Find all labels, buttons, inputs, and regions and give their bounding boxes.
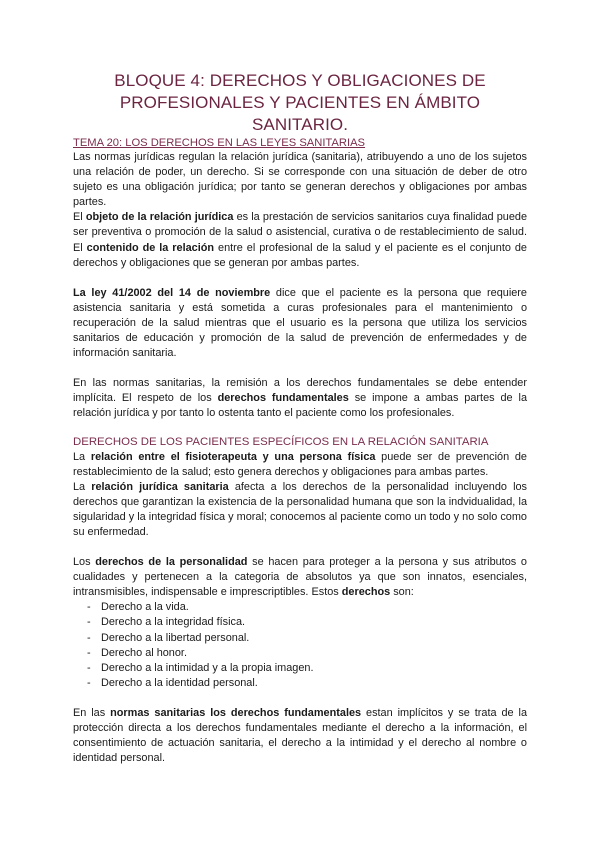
bold-derechos-fundamentales: derechos fundamentales <box>217 392 349 405</box>
bold-objeto: objeto de la relación jurídica <box>85 211 234 224</box>
title-line-2: PROFESIONALES Y PACIENTES EN ÁMBITO SANITARIO. <box>119 93 481 134</box>
paragraph-objeto-relacion: El objeto de la relación jurídica es la prestación de servicios sanitarios cuya finalidad puede ser preventiva o promoción de la salud o asistencial, curativa o de restablecimiento de salud. El contenido de la relación entre el profesional de la salud y el paciente es el conjunto de derechos y obligaciones que se generan por ambas partes. <box>73 211 528 269</box>
list-item: - Derecho a la integridad física. <box>87 615 527 630</box>
paragraph-derechos-personalidad: Los derechos de la personalidad se hacen para proteger a la persona y sus atributos o cualidades y pertenecen a la categoria de absolutos ya que son innatos, esenciales, intransmisibles, indispensable e imprescriptibles. Estos derechos son: <box>73 556 527 599</box>
tema-heading: TEMA 20: LOS DERECHOS EN LAS LEYES SANITARIAS <box>73 137 366 149</box>
paragraph-normas-juridicas: Las normas jurídicas regulan la relación jurídica (sanitaria), atribuyendo a uno de los sujetos una relación de poder, un derecho. Si se corresponde con una situación de deber de otro sujeto es una obligación jurídica; por tanto se generan derechos y obligaciones por ambas partes. <box>73 151 527 209</box>
list-item: - Derecho a la intimidad y a la propia imagen. <box>87 661 527 676</box>
page-title <box>73 70 527 136</box>
paragraph-relacion-juridica-sanitaria: La relación jurídica sanitaria afecta a los derechos de la personalidad incluyendo los derechos que garantizan la existencia de la personalidad humana que son la indvidualidad, la sigularidad y la integridad física y moral; conocemos al paciente como un todo y no solo como su enfermedad. <box>73 480 527 538</box>
section-heading: DERECHOS DE LOS PACIENTES ESPECÍFICOS EN LA RELACIÓN SANITARIA <box>73 435 489 448</box>
bold-relacion-fisio: relación entre el fisioterapeuta y una persona física <box>90 450 376 463</box>
list-item: - Derecho al honor. <box>87 646 527 661</box>
list-item: - Derecho a la vida. <box>87 600 527 615</box>
paragraph-normas-sanitarias: En las normas sanitarias los derechos fundamentales estan implícitos y se trata de la protección directa a los derechos fundamentales mediante el derecho a la información, el consentimiento de actuación sanitaria, el derecho a la intimidad y el derecho al nombre o identidad personal. <box>73 706 528 765</box>
bold-ley: La ley 41/2002 del 14 de noviembre <box>73 286 271 299</box>
bold-normas-sanitarias: normas sanitarias los derechos fundamentales <box>110 706 362 719</box>
rights-list <box>73 600 527 691</box>
paragraph-derechos-fundamentales: En las normas sanitarias, la remisión a los derechos fundamentales se debe entender implícita. El respeto de los derechos fundamentales se impone a ambas partes de la relación jurídica y por tanto lo ostenta tanto el paciente como los profesionales. <box>73 377 527 420</box>
paragraph-relacion-fisioterapeuta: La relación entre el fisioterapeuta y una persona física puede ser de prevención de restablecimiento de la salud; esto genera derechos y obligaciones para ambas partes. <box>73 450 527 478</box>
list-item: - Derecho a la identidad personal. <box>87 676 527 691</box>
bold-relacion-juridica: relación jurídica sanitaria <box>91 480 229 493</box>
title-line-1: BLOQUE 4: DERECHOS Y OBLIGACIONES DE <box>114 71 486 90</box>
bold-derechos: derechos <box>341 586 391 599</box>
bold-derechos-personalidad: derechos de la personalidad <box>95 556 248 569</box>
bold-contenido: contenido de la relación <box>86 241 215 254</box>
paragraph-ley-41-2002: La ley 41/2002 del 14 de noviembre dice que el paciente es la persona que requiere asistencia sanitaria y está sometida a curas profesionales para el mantenimiento o recuperación de la salud mientras que el usuario es la persona que utiliza los servicios sanitarios de educación y promoción de la salud de prevención de enfermedades y de información sanitaria. <box>73 286 527 360</box>
list-item: - Derecho a la libertad personal. <box>87 631 527 646</box>
